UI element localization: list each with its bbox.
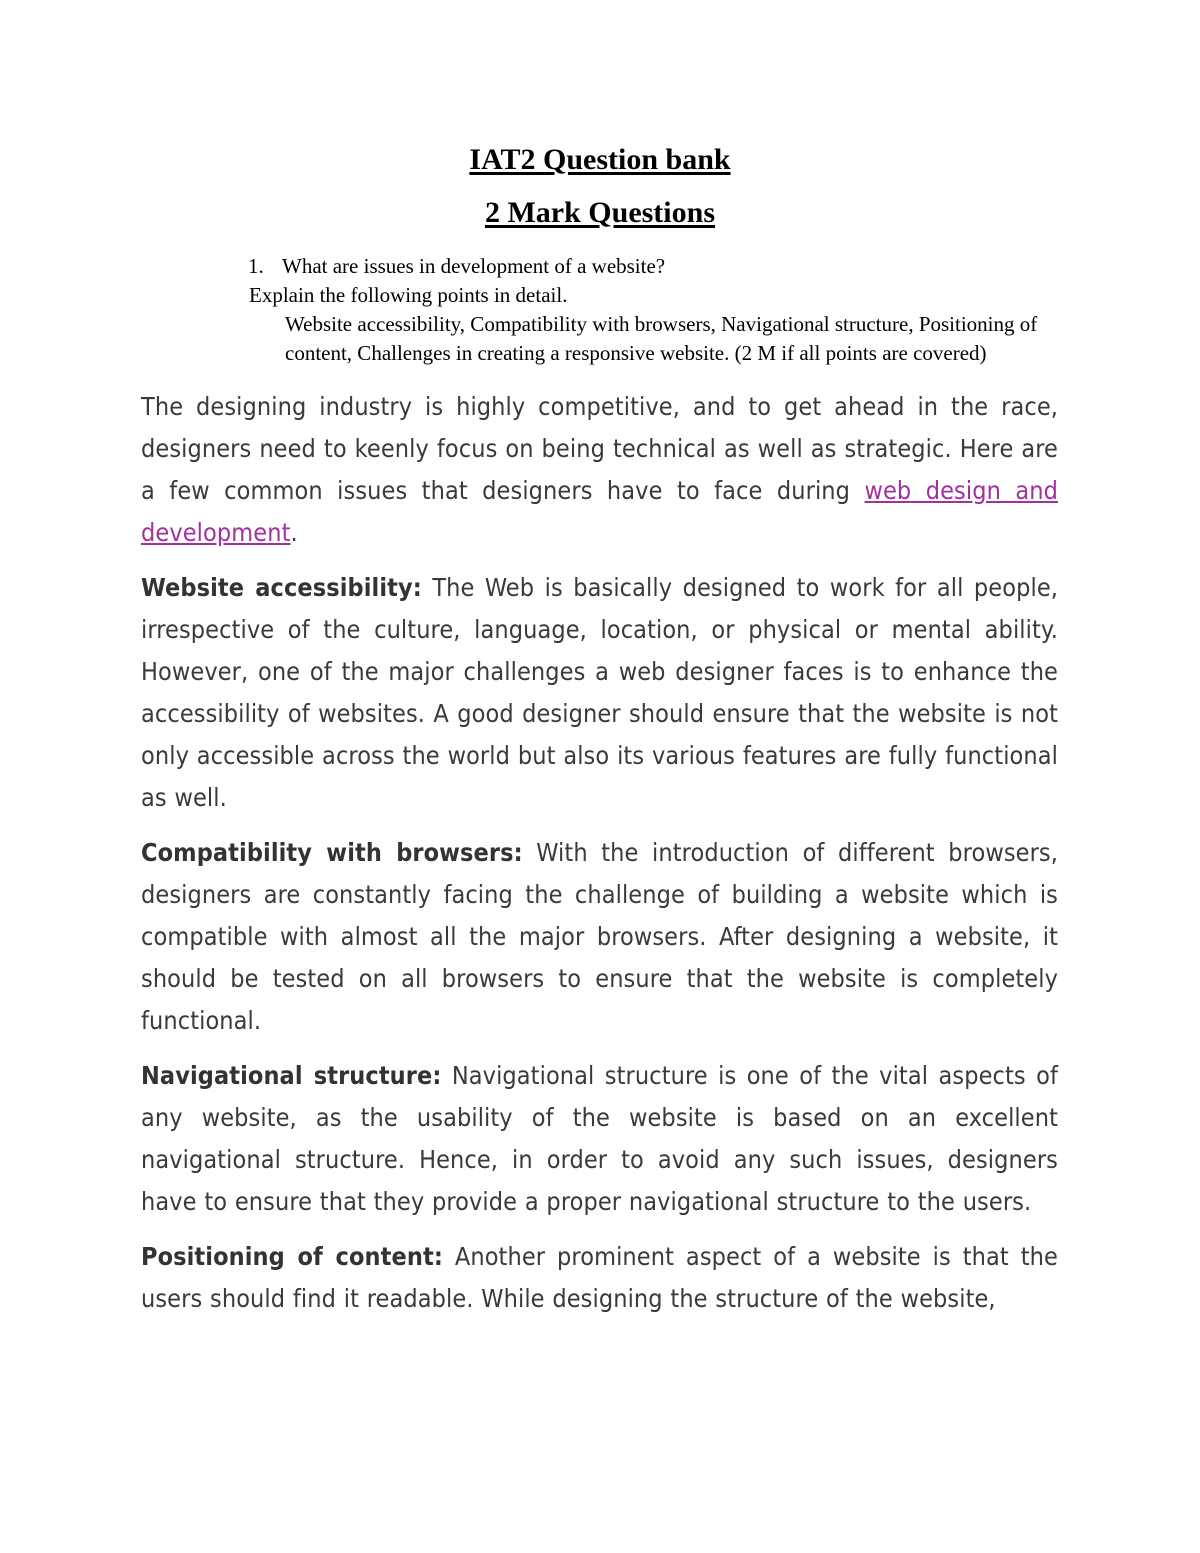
- section-lead-in-label: Compatibility with browsers:: [141, 838, 523, 867]
- web-design-development-link[interactable]: web design and development: [141, 476, 1058, 547]
- document-body: [0, 368, 1200, 1320]
- section-body-text: The Web is basically designed to work for all people, irrespective of the culture, language, location, or physical or mental ability. However, one of the major challenges a web designer faces is to enhance the accessibility of websites. A good designer should ensure that the website is not only accessible across the world but also its various features are fully functional as well.: [141, 573, 1058, 812]
- section-body-text: Another prominent aspect of a website is that the users should find it readable. While designing the structure of the website,: [141, 1242, 1058, 1313]
- page-subtitle: [0, 178, 1200, 231]
- question-block: [0, 231, 1200, 368]
- question-item: [0, 252, 1200, 281]
- section-compatibility-with-browsers: [141, 832, 1058, 1042]
- question-number: 1.: [248, 254, 264, 278]
- intro-text-after-link: .: [290, 518, 298, 547]
- section-body-text: With the introduction of different browsers, designers are constantly facing the challenge of building a website which is compatible with almost all the major browsers. After designing a website, it should be tested on all browsers to ensure that the website is completely functional.: [141, 838, 1058, 1035]
- section-lead-in-label: Positioning of content:: [141, 1242, 443, 1271]
- section-body-text: Navigational structure is one of the vital aspects of any website, as the usability of the website is based on an excellent navigational structure. Hence, in order to avoid any such issues, designers have to ensure that they provide a proper navigational structure to the users.: [141, 1061, 1058, 1216]
- section-lead-in-label: Navigational structure:: [141, 1061, 442, 1090]
- page-title-text: IAT2 Question bank: [469, 143, 731, 176]
- section-website-accessibility: [141, 567, 1058, 819]
- page-subtitle-text: 2 Mark Questions: [484, 196, 715, 229]
- intro-paragraph: [141, 386, 1058, 554]
- question-instruction: Explain the following points in detail.: [249, 283, 568, 307]
- section-lead-in-label: Website accessibility:: [141, 573, 422, 602]
- question-prompt: What are issues in development of a website?: [282, 254, 666, 278]
- question-points: Website accessibility, Compatibility with browsers, Navigational structure, Positioning of content, Challenges in creating a responsive website. (2 M if all points are covered): [285, 312, 1038, 365]
- section-navigational-structure: [141, 1055, 1058, 1223]
- section-positioning-of-content: [141, 1236, 1058, 1320]
- page-title: [0, 0, 1200, 178]
- intro-text-before-link: The designing industry is highly competitive, and to get ahead in the race, designers need to keenly focus on being technical as well as strategic. Here are a few common issues that designers have to face during: [141, 392, 1058, 505]
